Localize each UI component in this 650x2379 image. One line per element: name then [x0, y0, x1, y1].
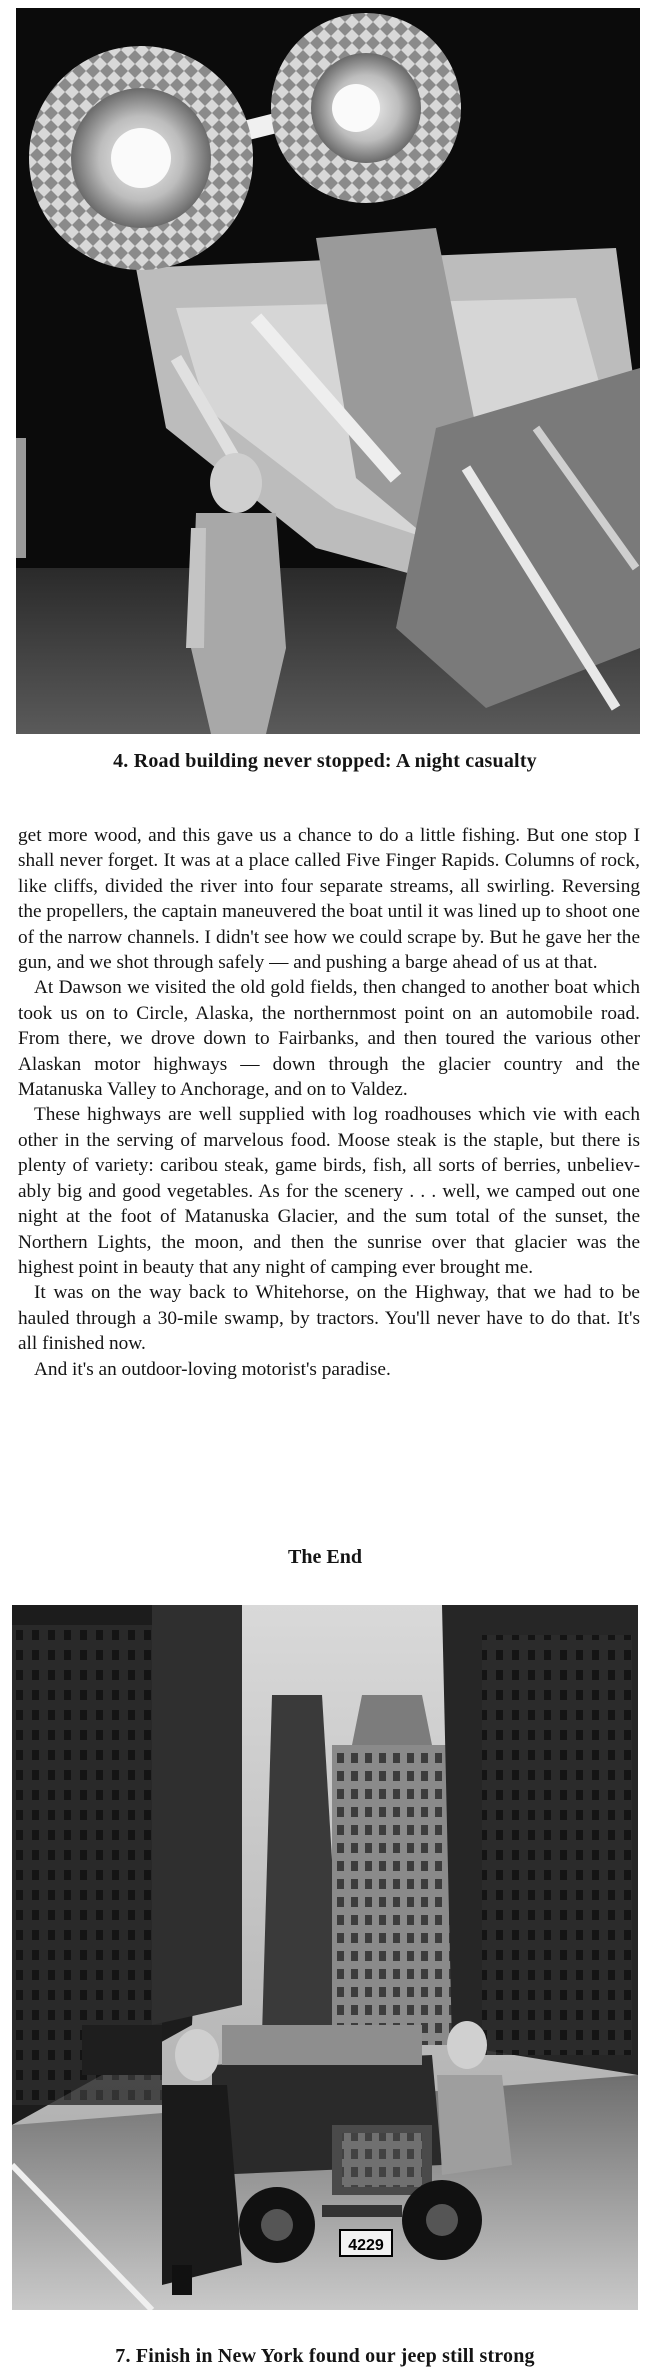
end-mark: The End: [288, 1546, 362, 1568]
jeep-street-illustration: [12, 1605, 638, 2310]
article-paragraph: And it's an outdoor-loving motorist's paradise.: [34, 1358, 391, 1380]
overturned-vehicle-illustration: [16, 8, 640, 734]
photo-jeep-new-york: [12, 1605, 638, 2310]
license-plate-number: 4229: [348, 2237, 384, 2254]
article-paragraph: get more wood, and this gave us a chance to do a little fishing. But one stop I shall never forget. It was at a place called Five Finger Rapids. Columns of rock, like cliffs, divided the river into four separate streams, all swirling. Reversing the propellers, the captain maneuvered the boat until it was lined up to shoot one of the narrow channels. I didn't see how we could scrape by. But he gave her the gun, and we shot through safely — and pushing a barge ahead of us at that.: [18, 825, 640, 974]
article-paragraph: At Dawson we visited the old gold fields, then changed to another boat which took us on to Circle, Alaska, the northernmost point on an automobile road. From there, we drove down to Fairbanks, and then toured the various other Alaskan motor highways — down through the glacier country and the Matanuska Valley to Anchorage, and on to Valdez.: [18, 977, 640, 1101]
article-paragraph: It was on the way back to Whitehorse, on the Highway, that we had to be hauled through a 30-mile swamp, by tractors. You'll never have to do that. It's all finished now.: [18, 1282, 640, 1355]
bottom-photo-caption: 7. Finish in New York found our jeep still strong: [115, 2345, 535, 2367]
article-paragraph: These highways are well supplied with log roadhouses which vie with each other in the serving of marvelous food. Moose steak is the staple, but there is plenty of variety: caribou steak, game birds, fish, all sorts of berries, unbelievably big and good vegetables. As for the scenery . . . well, we camped out one night at the foot of Matanuska Glacier, and the sum total of the sunset, the Northern Lights, the moon, and then the sunrise over that glacier was the highest point in beauty that any night of camping ever brought me.: [18, 1104, 640, 1278]
top-photo-caption: 4. Road building never stopped: A night casualty: [113, 750, 537, 772]
article-body: [18, 823, 640, 1382]
photo-overturned-vehicle: [16, 8, 640, 734]
